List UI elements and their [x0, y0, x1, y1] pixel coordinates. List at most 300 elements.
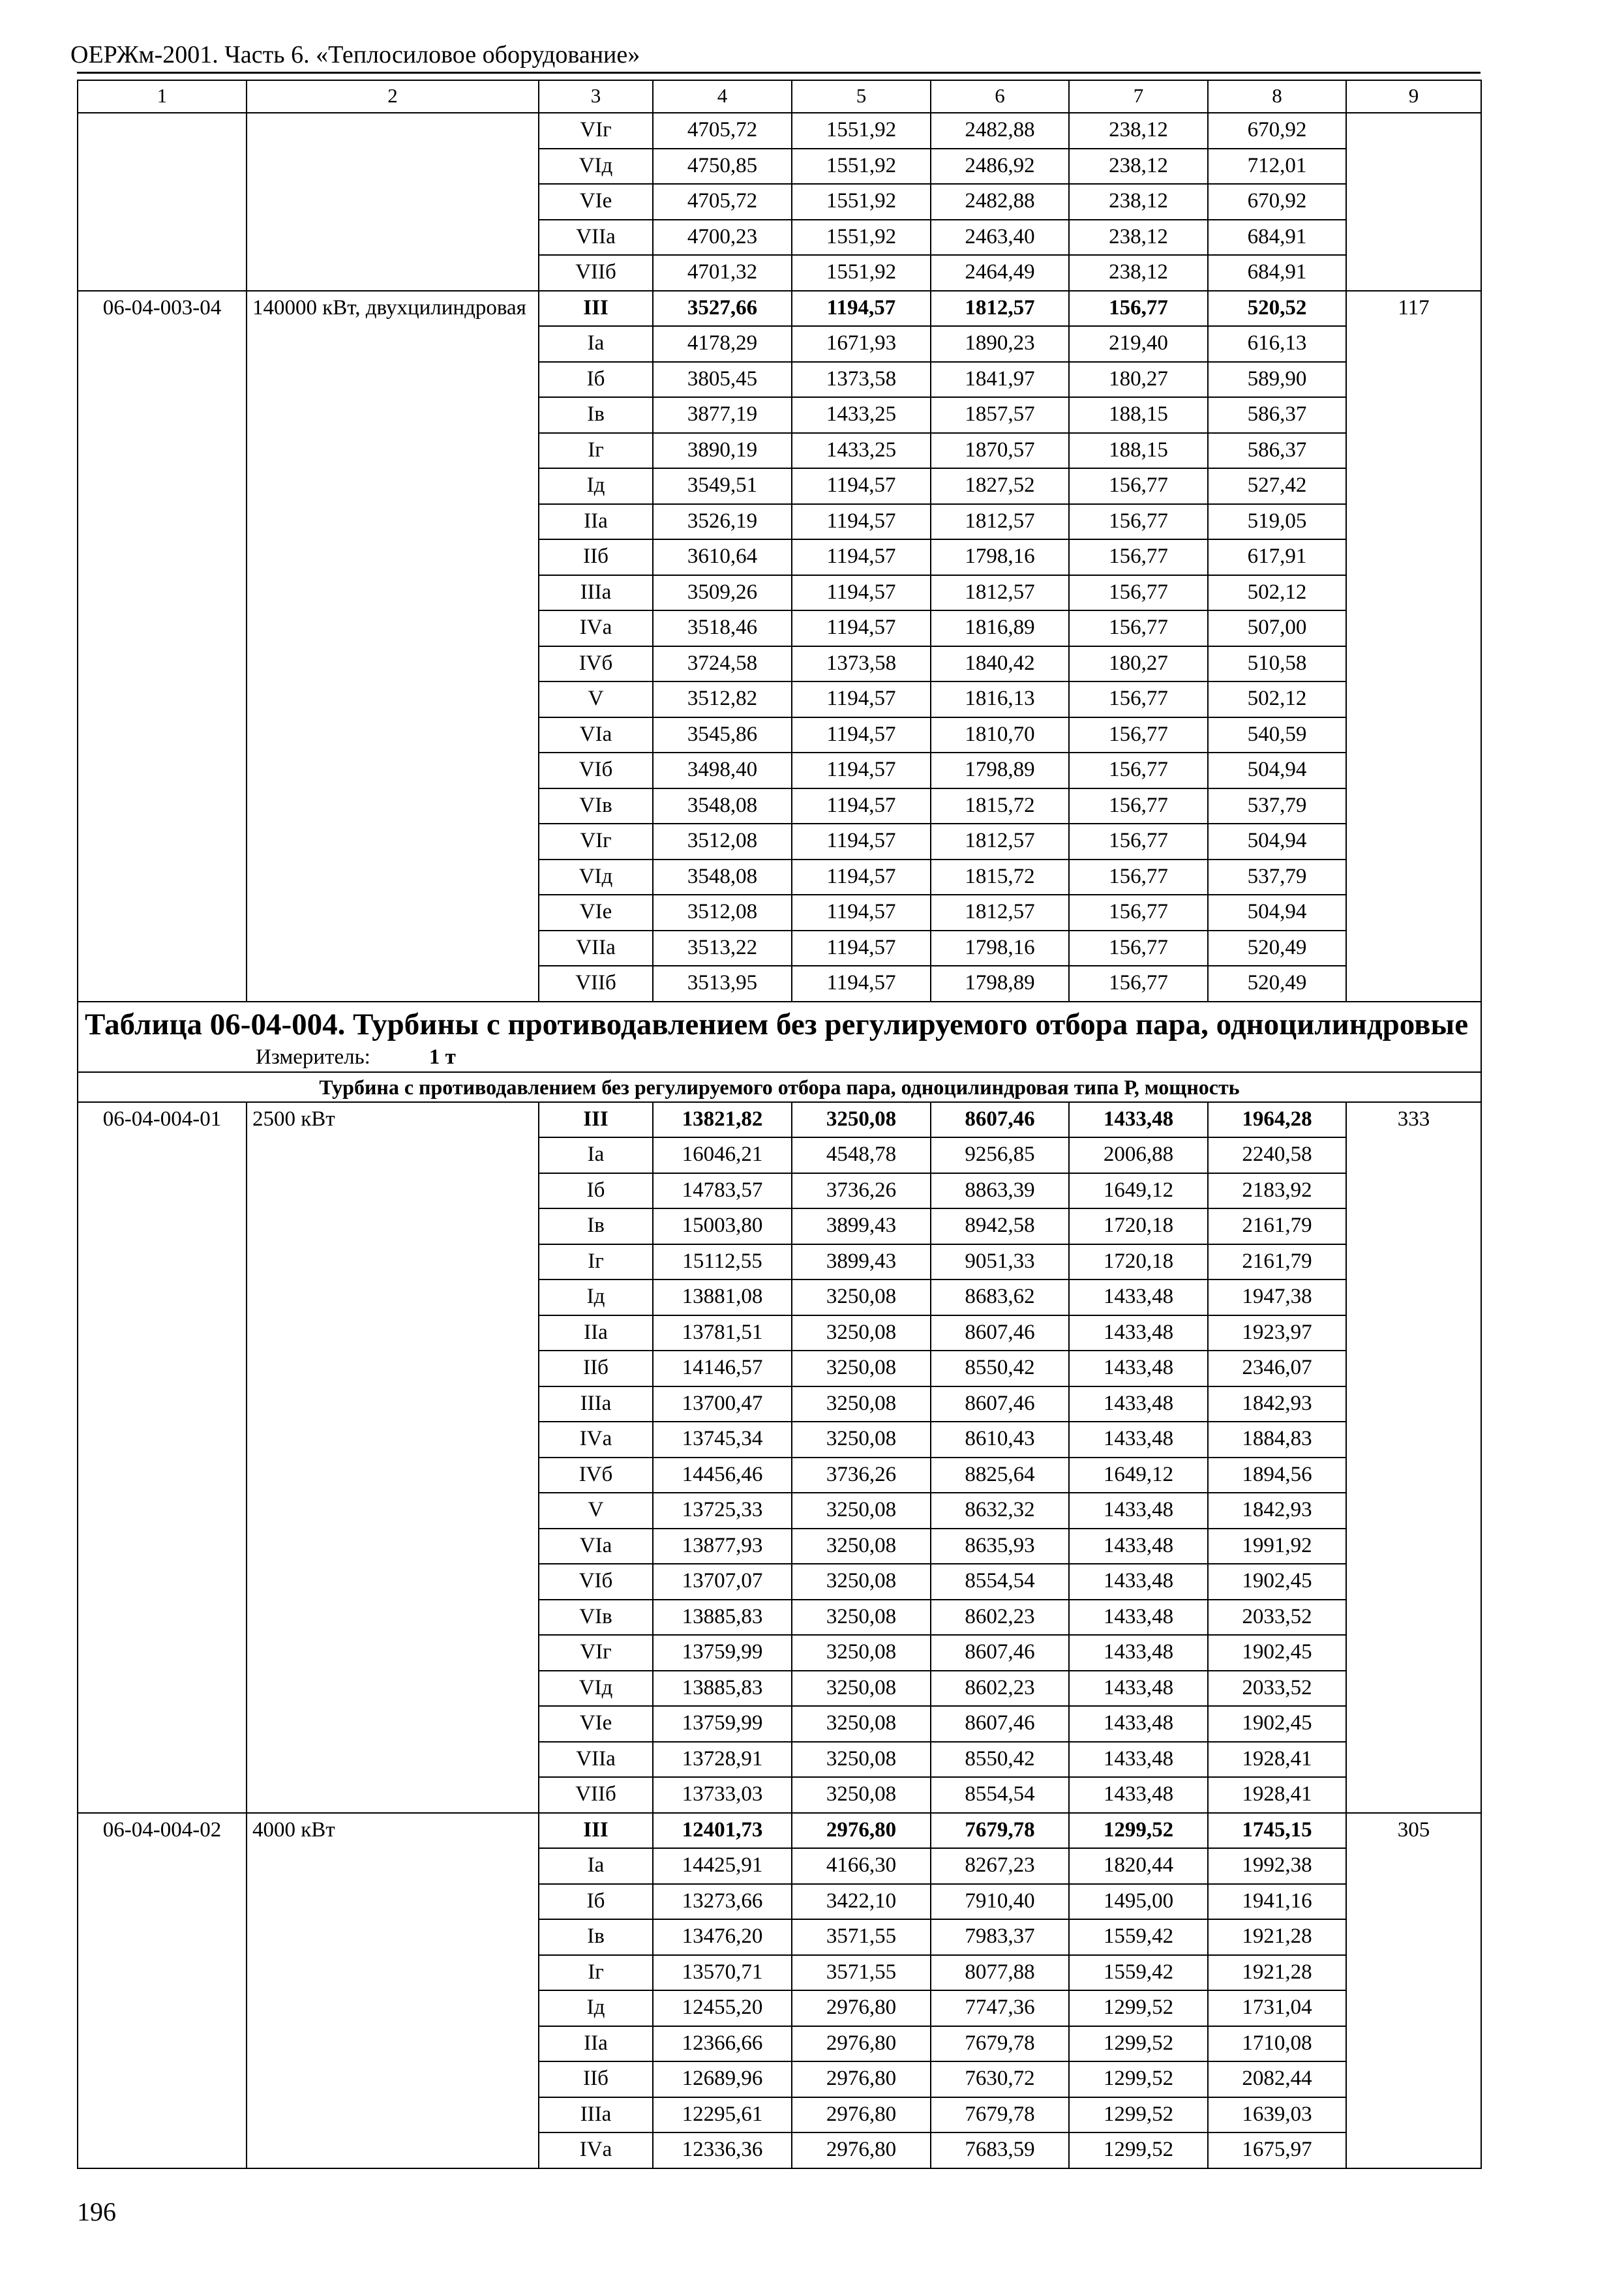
price-value: 1902,45 — [1208, 1706, 1346, 1742]
price-value: 7683,59 — [931, 2132, 1069, 2168]
price-value: 1941,16 — [1208, 1884, 1346, 1920]
price-value: 180,27 — [1069, 362, 1208, 398]
price-value: 3250,08 — [792, 1635, 931, 1671]
price-value: 616,13 — [1208, 326, 1346, 362]
price-value: 1992,38 — [1208, 1848, 1346, 1884]
zone-class: III — [539, 291, 653, 327]
price-value: 3250,08 — [792, 1600, 931, 1636]
price-value: 8602,23 — [931, 1600, 1069, 1636]
price-value: 8607,46 — [931, 1706, 1069, 1742]
price-value: 1194,57 — [792, 468, 931, 504]
price-value: 2976,80 — [792, 2097, 931, 2133]
zone-class: VIв — [539, 1600, 653, 1636]
price-value: 1798,89 — [931, 966, 1069, 1002]
price-value: 238,12 — [1069, 255, 1208, 291]
price-value: 156,77 — [1069, 291, 1208, 327]
zone-class: IVа — [539, 2132, 653, 2168]
price-value: 7679,78 — [931, 2097, 1069, 2133]
zone-class: Iб — [539, 1884, 653, 1920]
price-value: 1194,57 — [792, 966, 931, 1002]
price-value: 8610,43 — [931, 1422, 1069, 1458]
zone-class: V — [539, 681, 653, 717]
price-value: 1812,57 — [931, 504, 1069, 540]
price-value: 1551,92 — [792, 184, 931, 220]
price-value: 8607,46 — [931, 1315, 1069, 1351]
price-value: 1433,48 — [1069, 1386, 1208, 1422]
zone-class: VIг — [539, 113, 653, 149]
item-code — [78, 113, 247, 291]
price-value: 1639,03 — [1208, 2097, 1346, 2133]
zone-class: VIд — [539, 149, 653, 185]
price-value: 1194,57 — [792, 291, 931, 327]
price-value: 1194,57 — [792, 681, 931, 717]
price-value: 1812,57 — [931, 575, 1069, 611]
measure-label: Измеритель: — [256, 1045, 370, 1069]
price-value: 1373,58 — [792, 646, 931, 682]
price-value: 156,77 — [1069, 468, 1208, 504]
price-value: 13745,34 — [653, 1422, 792, 1458]
price-value: 3250,08 — [792, 1422, 931, 1458]
price-value: 2082,44 — [1208, 2061, 1346, 2097]
price-value: 3548,08 — [653, 860, 792, 895]
price-value: 520,49 — [1208, 931, 1346, 966]
price-value: 13476,20 — [653, 1919, 792, 1955]
price-value: 540,59 — [1208, 717, 1346, 753]
column-number: 9 — [1346, 80, 1481, 113]
price-value: 527,42 — [1208, 468, 1346, 504]
price-value: 1649,12 — [1069, 1173, 1208, 1209]
price-value: 586,37 — [1208, 433, 1346, 469]
price-value: 2976,80 — [792, 2061, 931, 2097]
column-number: 1 — [78, 80, 247, 113]
price-value: 1890,23 — [931, 326, 1069, 362]
price-value: 3498,40 — [653, 753, 792, 788]
table-body — [78, 80, 1481, 2168]
price-value: 1816,89 — [931, 610, 1069, 646]
price-value: 1649,12 — [1069, 1458, 1208, 1493]
price-value: 1812,57 — [931, 824, 1069, 860]
page-number: 196 — [77, 2197, 116, 2226]
zone-class: Iд — [539, 1990, 653, 2026]
zone-class: VIа — [539, 1529, 653, 1564]
zone-class: IIб — [539, 2061, 653, 2097]
price-value: 1299,52 — [1069, 2097, 1208, 2133]
price-value: 2486,92 — [931, 149, 1069, 185]
price-value: 3250,08 — [792, 1671, 931, 1707]
price-value: 1841,97 — [931, 362, 1069, 398]
price-value: 13570,71 — [653, 1955, 792, 1991]
table-row — [78, 1813, 1481, 1849]
price-value: 15003,80 — [653, 1208, 792, 1244]
price-value: 3250,08 — [792, 1706, 931, 1742]
price-value: 156,77 — [1069, 539, 1208, 575]
price-value: 1551,92 — [792, 220, 931, 256]
header-rule — [77, 72, 1481, 74]
price-value: 13759,99 — [653, 1706, 792, 1742]
price-value: 3899,43 — [792, 1244, 931, 1280]
zone-class: Iг — [539, 1955, 653, 1991]
price-value: 1710,08 — [1208, 2026, 1346, 2062]
price-value: 3250,08 — [792, 1315, 931, 1351]
price-value: 2161,79 — [1208, 1208, 1346, 1244]
price-value: 188,15 — [1069, 433, 1208, 469]
price-value: 8683,62 — [931, 1279, 1069, 1315]
price-value: 3513,22 — [653, 931, 792, 966]
price-value: 8825,64 — [931, 1458, 1069, 1493]
price-value: 520,49 — [1208, 966, 1346, 1002]
zone-class: IIIа — [539, 575, 653, 611]
price-value: 238,12 — [1069, 220, 1208, 256]
zone-class: VIIа — [539, 220, 653, 256]
zone-class: Iа — [539, 326, 653, 362]
price-value: 156,77 — [1069, 824, 1208, 860]
price-value: 712,01 — [1208, 149, 1346, 185]
price-value: 14456,46 — [653, 1458, 792, 1493]
price-value: 14783,57 — [653, 1173, 792, 1209]
column-number: 7 — [1069, 80, 1208, 113]
price-value: 13725,33 — [653, 1493, 792, 1529]
price-value: 670,92 — [1208, 184, 1346, 220]
price-value: 16046,21 — [653, 1137, 792, 1173]
price-value: 1921,28 — [1208, 1955, 1346, 1991]
price-value: 1798,89 — [931, 753, 1069, 788]
price-value: 13877,93 — [653, 1529, 792, 1564]
price-value: 1194,57 — [792, 717, 931, 753]
zone-class: VIе — [539, 1706, 653, 1742]
price-value: 8550,42 — [931, 1742, 1069, 1778]
price-value: 3250,08 — [792, 1102, 931, 1138]
price-value: 2033,52 — [1208, 1671, 1346, 1707]
price-value: 3250,08 — [792, 1279, 931, 1315]
price-value: 2976,80 — [792, 1813, 931, 1849]
price-value: 1433,48 — [1069, 1777, 1208, 1813]
price-value: 537,79 — [1208, 860, 1346, 895]
zone-class: VIд — [539, 1671, 653, 1707]
measure-line — [85, 1043, 1474, 1071]
price-value: 238,12 — [1069, 149, 1208, 185]
price-value: 1921,28 — [1208, 1919, 1346, 1955]
column-number-row — [78, 80, 1481, 113]
price-value: 3899,43 — [792, 1208, 931, 1244]
column-number: 2 — [247, 80, 539, 113]
table-title-row — [78, 1002, 1481, 1072]
price-value: 8550,42 — [931, 1351, 1069, 1386]
price-value: 670,92 — [1208, 113, 1346, 149]
price-value: 2482,88 — [931, 113, 1069, 149]
price-value: 156,77 — [1069, 610, 1208, 646]
zone-class: IIа — [539, 1315, 653, 1351]
zone-class: VIIб — [539, 966, 653, 1002]
price-value: 1991,92 — [1208, 1529, 1346, 1564]
price-value: 1923,97 — [1208, 1315, 1346, 1351]
price-value: 1433,48 — [1069, 1529, 1208, 1564]
price-value: 8607,46 — [931, 1386, 1069, 1422]
price-value: 1495,00 — [1069, 1884, 1208, 1920]
price-value: 1194,57 — [792, 504, 931, 540]
price-value: 15112,55 — [653, 1244, 792, 1280]
price-value: 2006,88 — [1069, 1137, 1208, 1173]
measure-value: 1 т — [429, 1045, 456, 1069]
price-value: 2976,80 — [792, 2026, 931, 2062]
price-value: 3512,82 — [653, 681, 792, 717]
zone-class: IVб — [539, 1458, 653, 1493]
price-value: 1928,41 — [1208, 1777, 1346, 1813]
price-value: 1373,58 — [792, 362, 931, 398]
price-value: 1812,57 — [931, 895, 1069, 931]
zone-class: VIг — [539, 824, 653, 860]
price-value: 4701,32 — [653, 255, 792, 291]
price-value: 238,12 — [1069, 113, 1208, 149]
price-value: 1433,48 — [1069, 1706, 1208, 1742]
price-value: 1194,57 — [792, 753, 931, 788]
price-value: 2161,79 — [1208, 1244, 1346, 1280]
price-value: 520,52 — [1208, 291, 1346, 327]
zone-class: Iв — [539, 1919, 653, 1955]
zone-class: III — [539, 1102, 653, 1138]
subheading-row — [78, 1072, 1481, 1102]
zone-class: VIа — [539, 717, 653, 753]
price-value: 1433,48 — [1069, 1493, 1208, 1529]
price-value: 1433,48 — [1069, 1671, 1208, 1707]
price-value: 586,37 — [1208, 397, 1346, 433]
price-value: 1559,42 — [1069, 1919, 1208, 1955]
price-value: 1815,72 — [931, 860, 1069, 895]
zone-class: IIб — [539, 539, 653, 575]
price-value: 1194,57 — [792, 824, 931, 860]
price-value: 3736,26 — [792, 1173, 931, 1209]
price-value: 537,79 — [1208, 788, 1346, 824]
price-value: 13700,47 — [653, 1386, 792, 1422]
price-value: 8942,58 — [931, 1208, 1069, 1244]
price-value: 4705,72 — [653, 113, 792, 149]
price-value: 156,77 — [1069, 860, 1208, 895]
price-value: 13707,07 — [653, 1564, 792, 1600]
price-value: 504,94 — [1208, 824, 1346, 860]
price-value: 1745,15 — [1208, 1813, 1346, 1849]
price-value: 13733,03 — [653, 1777, 792, 1813]
price-value: 1902,45 — [1208, 1564, 1346, 1600]
price-value: 3545,86 — [653, 717, 792, 753]
price-value: 188,15 — [1069, 397, 1208, 433]
item-name — [247, 113, 539, 291]
price-value: 1964,28 — [1208, 1102, 1346, 1138]
price-value: 1194,57 — [792, 610, 931, 646]
price-value: 684,91 — [1208, 255, 1346, 291]
price-value: 1798,16 — [931, 931, 1069, 966]
price-value: 13728,91 — [653, 1742, 792, 1778]
zone-class: Iг — [539, 1244, 653, 1280]
price-value: 13821,82 — [653, 1102, 792, 1138]
zone-class: Iг — [539, 433, 653, 469]
price-value: 4705,72 — [653, 184, 792, 220]
price-value: 2976,80 — [792, 1990, 931, 2026]
zone-class: Iд — [539, 468, 653, 504]
price-value: 1559,42 — [1069, 1955, 1208, 1991]
price-value: 3877,19 — [653, 397, 792, 433]
price-value: 1433,48 — [1069, 1315, 1208, 1351]
price-value: 1671,93 — [792, 326, 931, 362]
price-value: 3805,45 — [653, 362, 792, 398]
zone-class: VIд — [539, 860, 653, 895]
price-value: 156,77 — [1069, 753, 1208, 788]
price-value: 3548,08 — [653, 788, 792, 824]
price-value: 1551,92 — [792, 113, 931, 149]
zone-class: IIа — [539, 2026, 653, 2062]
item-name: 2500 кВт — [247, 1102, 539, 1813]
price-value: 2240,58 — [1208, 1137, 1346, 1173]
price-value: 1551,92 — [792, 149, 931, 185]
price-value: 7630,72 — [931, 2061, 1069, 2097]
price-value: 1299,52 — [1069, 1813, 1208, 1849]
price-value: 589,90 — [1208, 362, 1346, 398]
table-row — [78, 1102, 1481, 1138]
price-value: 1433,48 — [1069, 1742, 1208, 1778]
zone-class: Iб — [539, 362, 653, 398]
price-value: 3250,08 — [792, 1386, 931, 1422]
price-value: 3518,46 — [653, 610, 792, 646]
price-value: 9256,85 — [931, 1137, 1069, 1173]
price-value: 1433,48 — [1069, 1351, 1208, 1386]
price-value: 1194,57 — [792, 788, 931, 824]
price-value: 3571,55 — [792, 1919, 931, 1955]
price-value: 3250,08 — [792, 1493, 931, 1529]
zone-class: V — [539, 1493, 653, 1529]
column-number: 4 — [653, 80, 792, 113]
zone-class: IIIа — [539, 1386, 653, 1422]
price-value: 3250,08 — [792, 1777, 931, 1813]
price-value: 219,40 — [1069, 326, 1208, 362]
table-title-cell — [78, 1002, 1481, 1072]
zone-class: VIIб — [539, 1777, 653, 1813]
price-value: 7679,78 — [931, 2026, 1069, 2062]
price-value: 8607,46 — [931, 1635, 1069, 1671]
price-value: 1194,57 — [792, 860, 931, 895]
price-value: 7983,37 — [931, 1919, 1069, 1955]
price-value: 504,94 — [1208, 753, 1346, 788]
price-value: 1194,57 — [792, 575, 931, 611]
price-value: 8635,93 — [931, 1529, 1069, 1564]
price-value: 12455,20 — [653, 1990, 792, 2026]
zone-class: VIг — [539, 1635, 653, 1671]
price-value: 1810,70 — [931, 717, 1069, 753]
price-value: 12336,36 — [653, 2132, 792, 2168]
price-value: 238,12 — [1069, 184, 1208, 220]
price-value: 1433,25 — [792, 397, 931, 433]
price-value: 519,05 — [1208, 504, 1346, 540]
price-value: 8607,46 — [931, 1102, 1069, 1138]
price-value: 2183,92 — [1208, 1173, 1346, 1209]
zone-class: Iа — [539, 1137, 653, 1173]
zone-class: IIб — [539, 1351, 653, 1386]
price-value: 156,77 — [1069, 717, 1208, 753]
item-code: 06-04-004-01 — [78, 1102, 247, 1813]
price-value: 156,77 — [1069, 895, 1208, 931]
price-value: 1433,48 — [1069, 1600, 1208, 1636]
price-value: 13759,99 — [653, 1635, 792, 1671]
price-value: 1798,16 — [931, 539, 1069, 575]
zone-class: VIе — [539, 895, 653, 931]
column-number: 8 — [1208, 80, 1346, 113]
price-value: 7910,40 — [931, 1884, 1069, 1920]
price-value: 1947,38 — [1208, 1279, 1346, 1315]
zone-class: Iб — [539, 1173, 653, 1209]
price-value: 8554,54 — [931, 1564, 1069, 1600]
price-value: 8554,54 — [931, 1777, 1069, 1813]
price-value: 1840,42 — [931, 646, 1069, 682]
price-value: 3610,64 — [653, 539, 792, 575]
price-value: 3250,08 — [792, 1351, 931, 1386]
price-value: 2346,07 — [1208, 1351, 1346, 1386]
zone-class: VIе — [539, 184, 653, 220]
price-value: 8077,88 — [931, 1955, 1069, 1991]
price-value: 13885,83 — [653, 1600, 792, 1636]
price-value: 3526,19 — [653, 504, 792, 540]
price-value: 502,12 — [1208, 575, 1346, 611]
price-value: 502,12 — [1208, 681, 1346, 717]
price-value: 1720,18 — [1069, 1208, 1208, 1244]
price-value: 1842,93 — [1208, 1386, 1346, 1422]
price-value: 2463,40 — [931, 220, 1069, 256]
price-value: 9051,33 — [931, 1244, 1069, 1280]
item-name: 140000 кВт, двухцилиндровая — [247, 291, 539, 1002]
price-value: 1720,18 — [1069, 1244, 1208, 1280]
price-value: 7747,36 — [931, 1990, 1069, 2026]
price-value: 3513,95 — [653, 966, 792, 1002]
price-value: 12295,61 — [653, 2097, 792, 2133]
price-value: 1731,04 — [1208, 1990, 1346, 2026]
price-value: 3422,10 — [792, 1884, 931, 1920]
column-number: 3 — [539, 80, 653, 113]
price-table — [77, 80, 1482, 2169]
price-value: 1894,56 — [1208, 1458, 1346, 1493]
price-value: 14146,57 — [653, 1351, 792, 1386]
price-value: 684,91 — [1208, 220, 1346, 256]
price-value: 13885,83 — [653, 1671, 792, 1707]
price-value: 1433,48 — [1069, 1102, 1208, 1138]
price-value: 156,77 — [1069, 931, 1208, 966]
price-value: 12366,66 — [653, 2026, 792, 2062]
item-name: 4000 кВт — [247, 1813, 539, 2168]
zone-class: VIIб — [539, 255, 653, 291]
price-value: 3527,66 — [653, 291, 792, 327]
zone-class: IVа — [539, 610, 653, 646]
price-value: 1433,48 — [1069, 1564, 1208, 1600]
price-value: 2033,52 — [1208, 1600, 1346, 1636]
price-value: 156,77 — [1069, 681, 1208, 717]
price-value: 3736,26 — [792, 1458, 931, 1493]
column-number: 6 — [931, 80, 1069, 113]
zone-class: IVб — [539, 646, 653, 682]
item-code: 06-04-003-04 — [78, 291, 247, 1002]
price-value: 3890,19 — [653, 433, 792, 469]
zone-class: IIIа — [539, 2097, 653, 2133]
price-value: 1675,97 — [1208, 2132, 1346, 2168]
price-value: 1433,48 — [1069, 1635, 1208, 1671]
price-value: 3512,08 — [653, 824, 792, 860]
zone-class: VIв — [539, 788, 653, 824]
price-value: 1902,45 — [1208, 1635, 1346, 1671]
price-value: 1928,41 — [1208, 1742, 1346, 1778]
price-value: 8267,23 — [931, 1848, 1069, 1884]
price-value: 2976,80 — [792, 2132, 931, 2168]
zone-class: IIа — [539, 504, 653, 540]
price-value: 1551,92 — [792, 255, 931, 291]
subheading: Турбина с противодавлением без регулируемого отбора пара, одноцилиндровая типа Р, мощность — [78, 1072, 1481, 1102]
price-value: 4166,30 — [792, 1848, 931, 1884]
price-value: 1194,57 — [792, 931, 931, 966]
price-value: 617,91 — [1208, 539, 1346, 575]
price-value: 4700,23 — [653, 220, 792, 256]
